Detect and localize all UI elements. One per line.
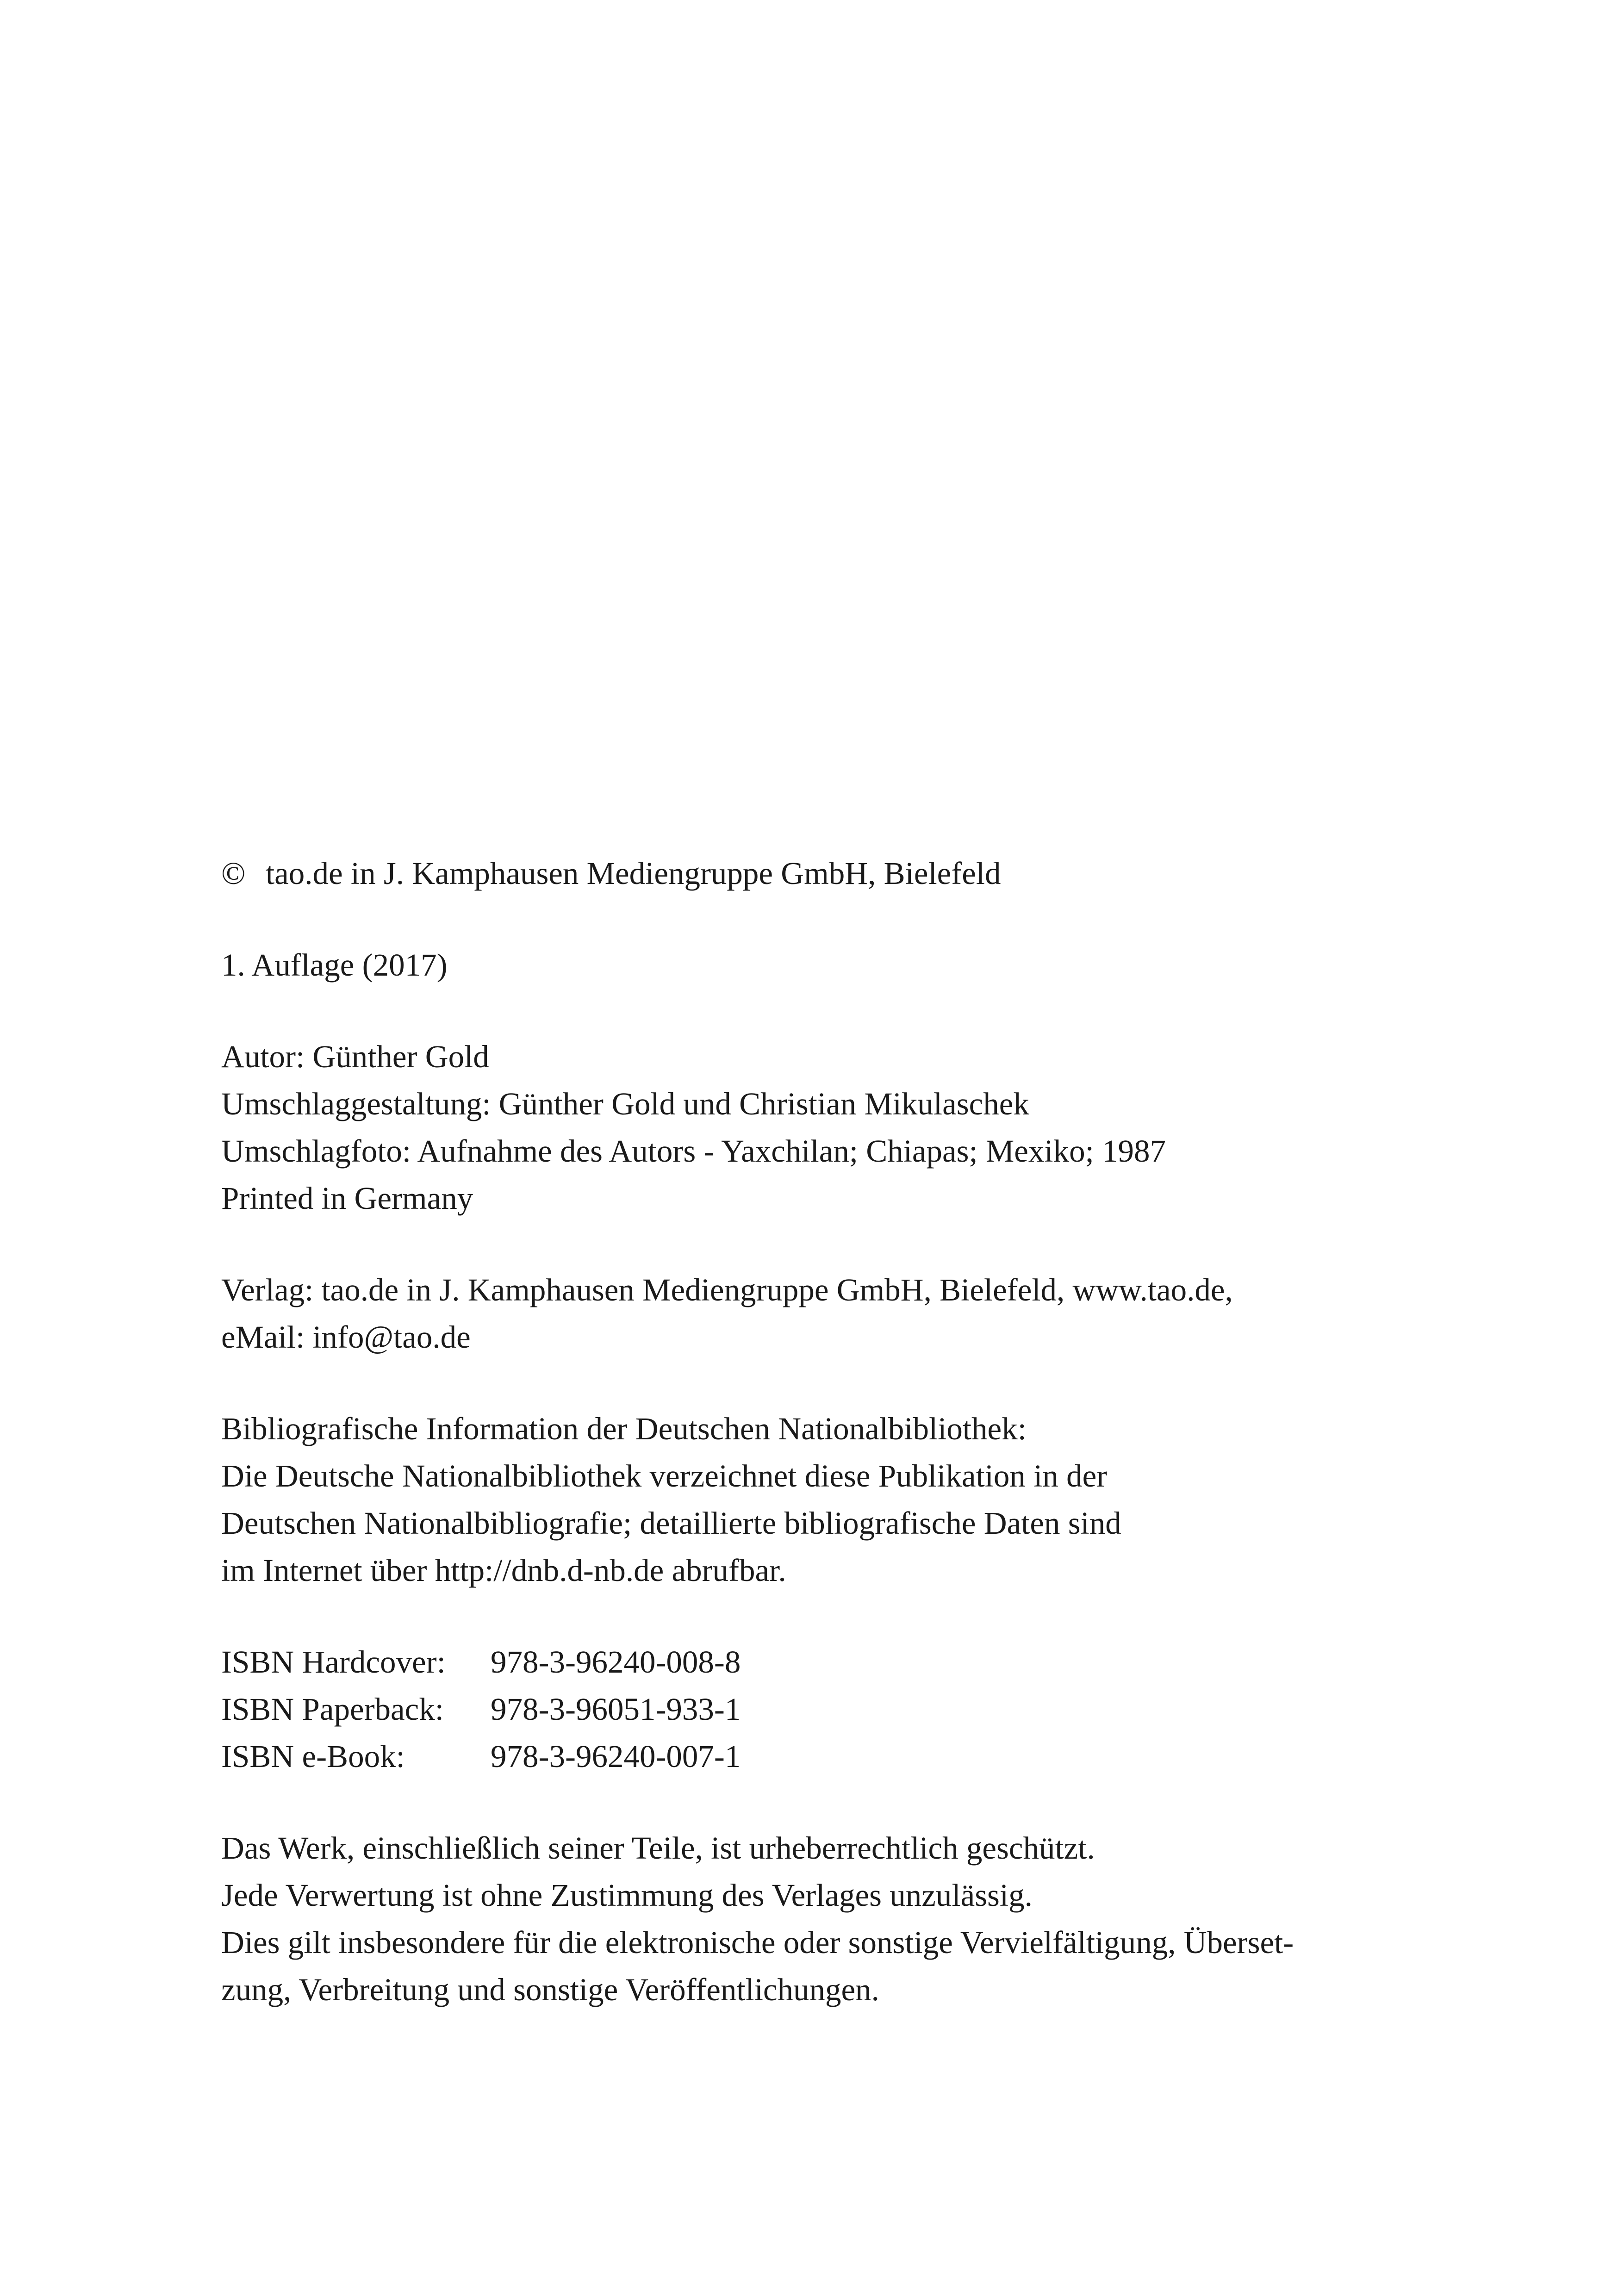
- cover-design-line: Umschlaggestaltung: Günther Gold und Christian Mikulaschek: [221, 1086, 1029, 1121]
- rights-line: zung, Verbreitung und sonstige Veröffentlichungen.: [221, 1972, 879, 2007]
- isbn-section: [221, 1638, 1434, 1780]
- rights-line: Das Werk, einschließlich seiner Teile, ist urheberrechtlich geschützt.: [221, 1830, 1095, 1866]
- printed-in-line: Printed in Germany: [221, 1181, 473, 1216]
- edition-line: 1. Auflage (2017): [221, 947, 448, 983]
- imprint-block: [221, 850, 1434, 2013]
- publisher-line: Verlag: tao.de in J. Kamphausen Mediengruppe GmbH, Bielefeld, www.tao.de,: [221, 1272, 1233, 1307]
- isbn-label: ISBN Hardcover:: [221, 1644, 446, 1680]
- copyright-text: tao.de in J. Kamphausen Mediengruppe GmbH, Bielefeld: [266, 856, 1001, 891]
- copyright-line: [221, 850, 1434, 897]
- publisher-section: [221, 1266, 1434, 1361]
- cover-photo-line: Umschlagfoto: Aufnahme des Autors - Yaxchilan; Chiapas; Mexiko; 1987: [221, 1133, 1166, 1169]
- isbn-row-paperback: [221, 1686, 1434, 1733]
- rights-section: [221, 1824, 1434, 2013]
- copyright-symbol: ©: [221, 856, 246, 891]
- credits-section: [221, 1033, 1434, 1222]
- isbn-label: ISBN Paperback:: [221, 1692, 444, 1727]
- isbn-value: 978-3-96240-007-1: [491, 1739, 741, 1774]
- rights-line: Dies gilt insbesondere für die elektronische oder sonstige Vervielfältigung, Überset-: [221, 1925, 1294, 1960]
- isbn-value: 978-3-96051-933-1: [491, 1692, 741, 1727]
- isbn-value: 978-3-96240-008-8: [491, 1644, 741, 1680]
- publisher-email-line: eMail: info@tao.de: [221, 1319, 471, 1355]
- bibliographic-line: Die Deutsche Nationalbibliothek verzeichnet diese Publikation in der: [221, 1458, 1108, 1493]
- isbn-row-ebook: [221, 1733, 1434, 1780]
- rights-line: Jede Verwertung ist ohne Zustimmung des Verlages unzulässig.: [221, 1878, 1033, 1913]
- author-line: Autor: Günther Gold: [221, 1039, 489, 1074]
- isbn-label: ISBN e-Book:: [221, 1739, 405, 1774]
- isbn-row-hardcover: [221, 1638, 1434, 1686]
- bibliographic-line: Deutschen Nationalbibliografie; detaillierte bibliografische Daten sind: [221, 1506, 1121, 1541]
- bibliographic-section: [221, 1405, 1434, 1594]
- bibliographic-line: im Internet über http://dnb.d-nb.de abrufbar.: [221, 1553, 786, 1588]
- bibliographic-heading: Bibliografische Information der Deutschen Nationalbibliothek:: [221, 1411, 1027, 1446]
- edition-section: [221, 941, 1434, 989]
